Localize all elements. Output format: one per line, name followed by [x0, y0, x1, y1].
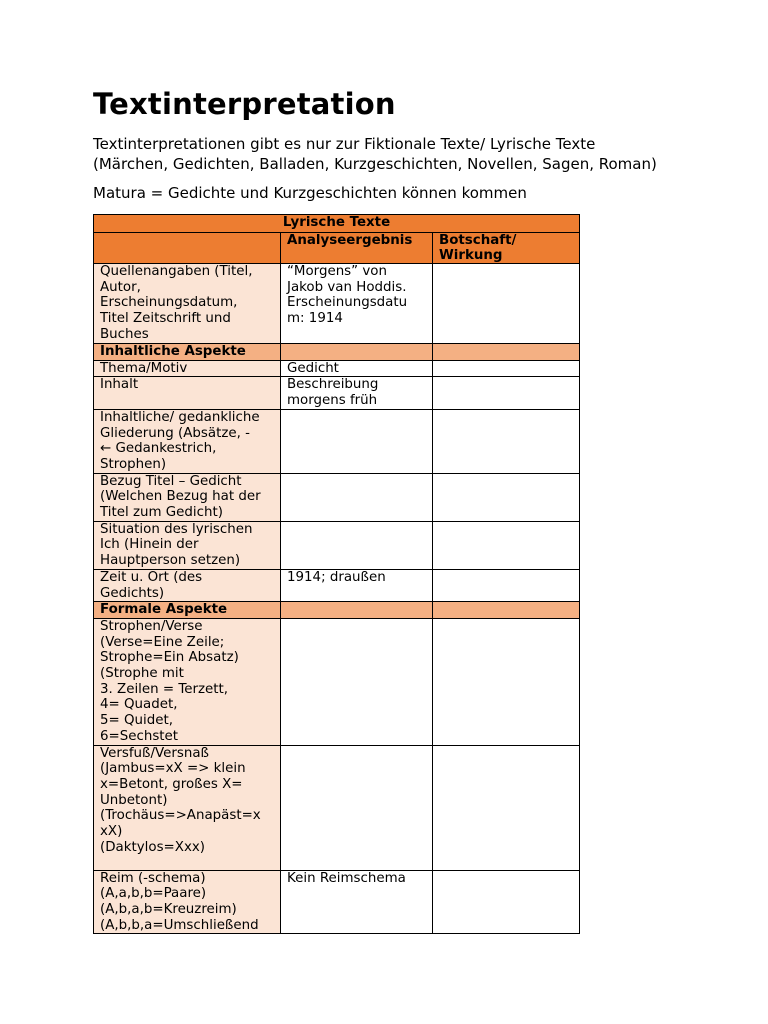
section-row-inhaltliche-aspekte — [94, 344, 580, 361]
row-result[interactable] — [281, 473, 433, 521]
row-label: Bezug Titel – Gedicht (Welchen Bezug hat der Titel zum Gedicht) — [94, 473, 281, 521]
page-title: Textinterpretation — [93, 87, 396, 121]
intro-line-2: (Märchen, Gedichten, Balladen, Kurzgeschichten, Novellen, Sagen, Roman) — [93, 155, 657, 173]
section-label: Inhaltliche Aspekte — [94, 344, 281, 361]
table-row-thema-motiv — [94, 360, 580, 377]
row-result[interactable] — [281, 409, 433, 473]
table-row-lyrisches-ich — [94, 521, 580, 569]
row-result[interactable]: Beschreibung morgens früh — [281, 377, 433, 409]
table-row-zeit-ort — [94, 569, 580, 601]
table-row-versfuss — [94, 745, 580, 870]
matura-note: Matura = Gedichte und Kurzgeschichten können kommen — [93, 184, 527, 202]
row-label: Reim (-schema) (A,a,b,b=Paare) (A,b,a,b=Kreuzreim) (A,b,b,a=Umschließend — [94, 870, 281, 934]
row-effect[interactable] — [433, 618, 580, 745]
row-effect[interactable] — [433, 409, 580, 473]
section-label: Formale Aspekte — [94, 602, 281, 619]
intro-line-1: Textinterpretationen gibt es nur zur Fiktionale Texte/ Lyrische Texte — [93, 135, 596, 153]
table-header-row — [94, 233, 580, 264]
column-header-botschaft-wirkung: Botschaft/ Wirkung — [433, 233, 580, 264]
table-row-quellenangaben — [94, 264, 580, 344]
row-label: Thema/Motiv — [94, 360, 281, 377]
row-label: Zeit u. Ort (des Gedichts) — [94, 569, 281, 601]
table-row-inhalt — [94, 377, 580, 409]
row-label: Inhalt — [94, 377, 281, 409]
table-row-reim — [94, 870, 580, 934]
row-result[interactable]: Kein Reimschema — [281, 870, 433, 934]
row-effect[interactable] — [433, 264, 580, 344]
lyric-analysis-table — [93, 214, 580, 934]
section-row-formale-aspekte — [94, 602, 580, 619]
row-effect[interactable] — [433, 870, 580, 934]
row-label: Quellenangaben (Titel, Autor, Erscheinungsdatum, Titel Zeitschrift und Buches — [94, 264, 281, 344]
row-label: Situation des lyrischen Ich (Hinein der Hauptperson setzen) — [94, 521, 281, 569]
section-cell — [433, 344, 580, 361]
row-effect[interactable] — [433, 569, 580, 601]
row-result[interactable] — [281, 521, 433, 569]
row-label: Versfuß/Versnaß (Jambus=xX => klein x=Betont, großes X= Unbetont) (Trochäus=>Anapäst=x xX) (Daktylos=Xxx) — [94, 745, 281, 870]
table-row-gliederung — [94, 409, 580, 473]
row-effect[interactable] — [433, 377, 580, 409]
row-effect[interactable] — [433, 473, 580, 521]
row-result[interactable]: Gedicht — [281, 360, 433, 377]
row-result[interactable]: 1914; draußen — [281, 569, 433, 601]
row-label: Inhaltliche/ gedankliche Gliederung (Absätze, - ← Gedankestrich, Strophen) — [94, 409, 281, 473]
table-title: Lyrische Texte — [94, 215, 580, 233]
row-label: Strophen/Verse (Verse=Eine Zeile; Strophe=Ein Absatz) (Strophe mit 3. Zeilen = Terzett, 4= Quadet, 5= Quidet, 6=Sechstet — [94, 618, 281, 745]
row-effect[interactable] — [433, 745, 580, 870]
table-title-row — [94, 215, 580, 233]
column-header-label — [94, 233, 281, 264]
intro-paragraph — [93, 134, 713, 174]
row-result[interactable] — [281, 745, 433, 870]
table-row-strophen-verse — [94, 618, 580, 745]
column-header-analyseergebnis: Analyseergebnis — [281, 233, 433, 264]
section-cell — [281, 602, 433, 619]
row-result[interactable] — [281, 618, 433, 745]
row-effect[interactable] — [433, 360, 580, 377]
row-result[interactable]: “Morgens” von Jakob van Hoddis. Erscheinungsdatu m: 1914 — [281, 264, 433, 344]
section-cell — [281, 344, 433, 361]
row-effect[interactable] — [433, 521, 580, 569]
table-row-bezug-titel — [94, 473, 580, 521]
section-cell — [433, 602, 580, 619]
